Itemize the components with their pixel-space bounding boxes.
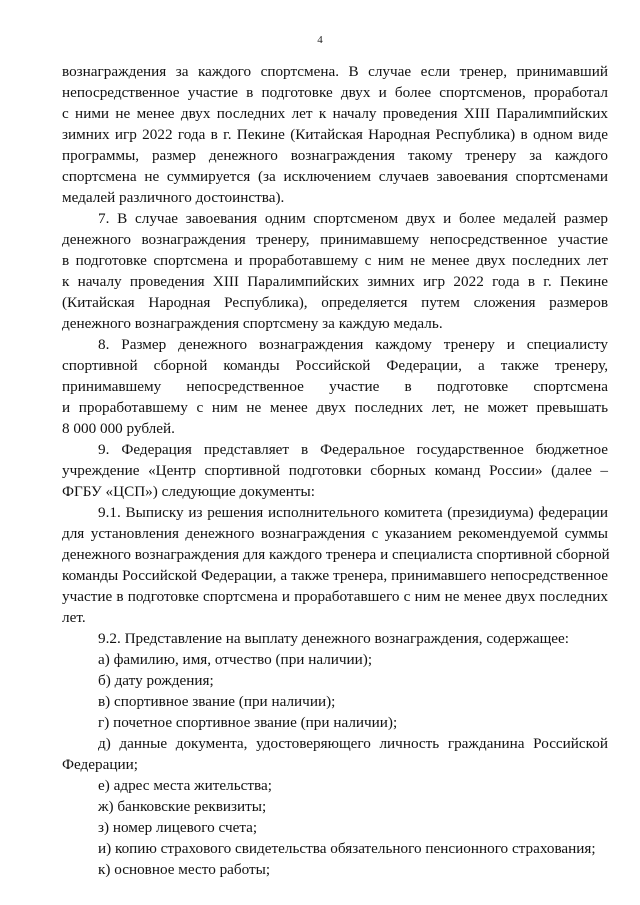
text-line: к началу проведения XIII Паралимпийских зимних игр 2022 года в г. Пекине	[62, 273, 608, 290]
text-line: ФГБУ «ЦСП») следующие документы:	[62, 483, 315, 500]
text-line: денежного вознаграждения спортсмену за каждую медаль.	[62, 315, 443, 332]
list-item: ж) банковские реквизиты;	[98, 798, 267, 815]
text-line: с ними не менее двух последних лет к началу проведения XIII Паралимпийских	[62, 105, 608, 122]
text-line: медалей различного достоинства).	[62, 189, 285, 206]
list-item: д) данные документа, удостоверяющего личность гражданина Российской	[98, 735, 608, 752]
text-line: зимних игр 2022 года в г. Пекине (Китайская Народная Республика) в одном виде	[62, 126, 608, 143]
list-item: и) копию страхового свидетельства обязательного пенсионного страхования;	[98, 840, 596, 857]
text-line: и проработавшему с ним не менее двух последних лет, не может превышать	[62, 399, 608, 416]
list-item: к) основное место работы;	[98, 861, 271, 878]
text-line: для установления денежного вознаграждения с указанием рекомендуемой суммы	[62, 525, 608, 542]
text-line: спортивной сборной команды Российской Федерации, а также тренеру,	[62, 357, 608, 374]
text-line: команды Российской Федерации, а также тренера, принимавшего непосредственное	[62, 567, 608, 584]
paragraph-9-first-line: 9. Федерация представляет в Федеральное государственное бюджетное	[98, 441, 608, 458]
text-line: участие в подготовке спортсмена и проработавшего с ним не менее двух последних	[62, 588, 608, 605]
list-item-continuation: Федерации;	[62, 756, 138, 773]
text-line: 8 000 000 рублей.	[62, 420, 175, 437]
text-line: учреждение «Центр спортивной подготовки сборных команд России» (далее –	[62, 462, 608, 479]
list-item: г) почетное спортивное звание (при наличии);	[98, 714, 398, 731]
page-number: 4	[317, 34, 323, 46]
list-item: а) фамилию, имя, отчество (при наличии);	[98, 651, 373, 668]
text-line: денежного вознаграждения для каждого тренера и специалиста спортивной сборной	[62, 546, 610, 563]
list-item: е) адрес места жительства;	[98, 777, 272, 794]
text-line: принимавшему непосредственное участие в подготовке спортсмена	[62, 378, 608, 395]
text-line: в подготовке спортсмена и проработавшему с ним не менее двух последних лет	[62, 252, 608, 269]
text-line: спортсмена не суммируется (за исключением случаев завоевания спортсменами	[62, 168, 608, 185]
list-item: з) номер лицевого счета;	[98, 819, 258, 836]
list-item: б) дату рождения;	[98, 672, 214, 689]
text-line: лет.	[62, 609, 86, 626]
text-line: (Китайская Народная Республика), определяется путем сложения размеров	[62, 294, 608, 311]
text-line: вознаграждения за каждого спортсмена. В случае если тренер, принимавший	[62, 63, 608, 80]
paragraph-9-1-first-line: 9.1. Выписку из решения исполнительного комитета (президиума) федерации	[98, 504, 608, 521]
paragraph-9-2-line: 9.2. Представление на выплату денежного вознаграждения, содержащее:	[98, 630, 569, 647]
text-line: программы, размер денежного вознаграждения такому тренеру за каждого	[62, 147, 608, 164]
list-item: в) спортивное звание (при наличии);	[98, 693, 336, 710]
text-line: денежного вознаграждения тренеру, принимавшему непосредственное участие	[62, 231, 608, 248]
paragraph-8-first-line: 8. Размер денежного вознаграждения каждому тренеру и специалисту	[98, 336, 608, 353]
text-line: непосредственное участие в подготовке двух и более спортсменов, проработал	[62, 84, 608, 101]
paragraph-7-first-line: 7. В случае завоевания одним спортсменом двух и более медалей размер	[98, 210, 608, 227]
